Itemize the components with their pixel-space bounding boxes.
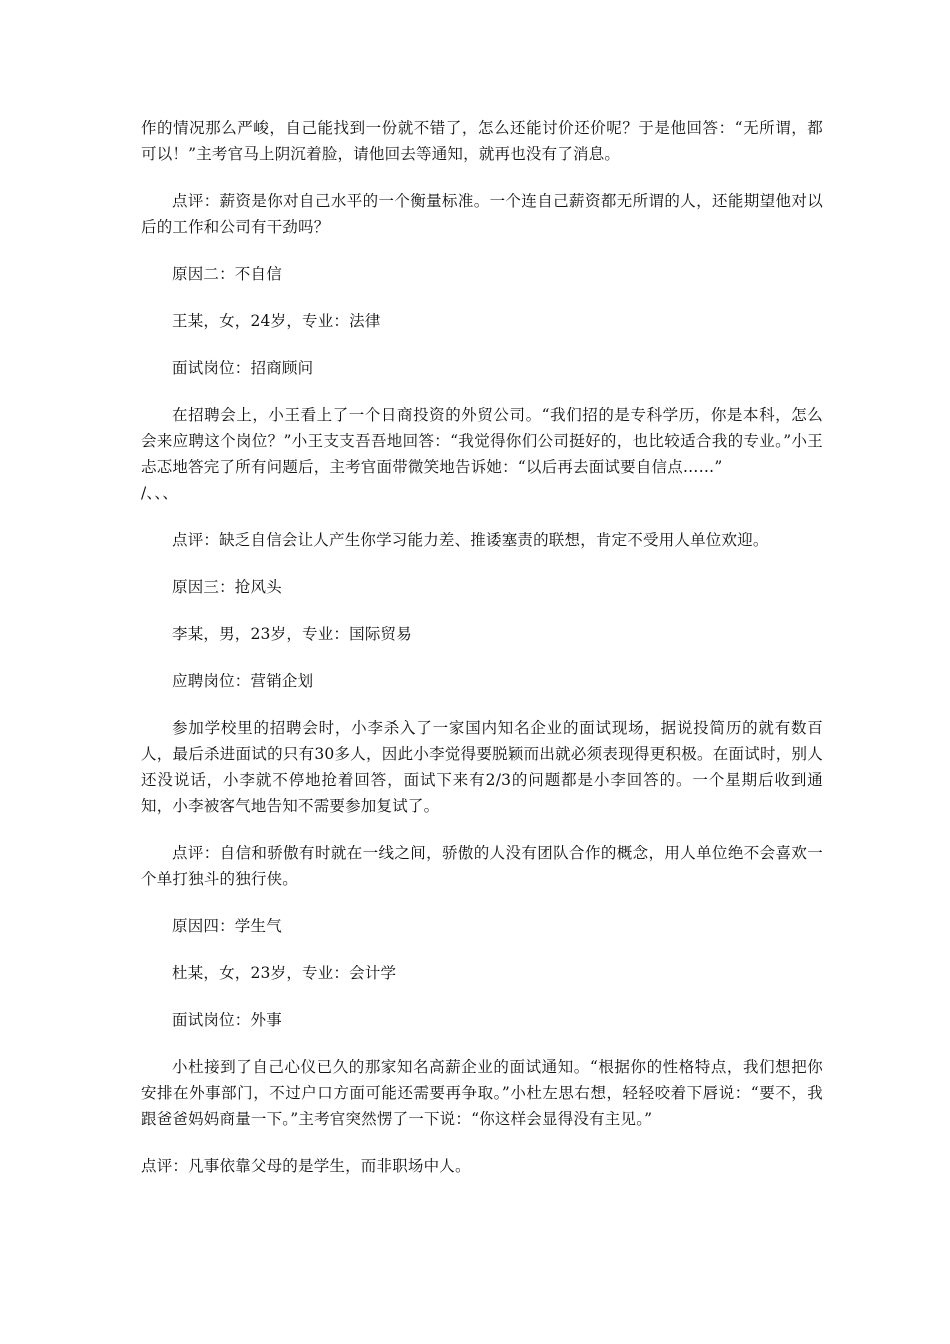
paragraph-comment-arrogance: 点评：自信和骄傲有时就在一线之间，骄傲的人没有团队合作的概念，用人单位绝不会喜欢一个单打独斗的独行侠。 [141, 844, 823, 888]
paragraph-salary-story-end: 作的情况那么严峻，自己能找到一份就不错了，怎么还能讨价还价呢？于是他回答：“无所谓，都可以！”主考官马上阴沉着脸，请他回去等通知，就再也没有了消息。 [141, 119, 823, 163]
document-page [141, 115, 823, 1179]
paragraph-comment-student: 点评：凡事依靠父母的是学生，而非职场中人。 [141, 1157, 471, 1175]
paragraph-du-position: 面试岗位：外事 [172, 1011, 282, 1029]
paragraph-du-profile: 杜某，女，23岁，专业：会计学 [172, 964, 397, 982]
paragraph-wang-story: 在招聘会上，小王看上了一个日商投资的外贸公司。“我们招的是专科学历，你是本科，怎么会来应聘这个岗位？”小王支支吾吾地回答：“我觉得你们公司挺好的，也比较适合我的专业。”小王忐忑地答完了所有问题后，主考官面带微笑地告诉她：“以后再去面试要自信点……” [141, 406, 823, 476]
paragraph-comment-confidence: 点评：缺乏自信会让人产生你学习能力差、推诿塞责的联想，肯定不受用人单位欢迎。 [172, 531, 769, 549]
paragraph-du-story: 小杜接到了自己心仪已久的那家知名高薪企业的面试通知。“根据你的性格特点，我们想把你安排在外事部门，不过户口方面可能还需要再争取。”小杜左思右想，轻轻咬着下唇说：“要不，我跟爸爸妈妈商量一下。”主考官突然愣了一下说：“你这样会显得没有主见。” [141, 1058, 823, 1128]
heading-reason-three: 原因三：抢风头 [172, 578, 282, 596]
paragraph-li-story: 参加学校里的招聘会时，小李杀入了一家国内知名企业的面试现场，据说投简历的就有数百人，最后杀进面试的只有30多人，因此小李觉得要脱颖而出就必须表现得更积极。在面试时，别人还没说话，小李就不停地抢着回答，面试下来有2/3的问题都是小李回答的。一个星期后收到通知，小李被客气地告知不需要参加复试了。 [141, 719, 823, 815]
paragraph-wang-profile: 王某，女，24岁，专业：法律 [172, 312, 381, 330]
heading-reason-two: 原因二：不自信 [172, 265, 282, 283]
heading-reason-four: 原因四：学生气 [172, 917, 282, 935]
paragraph-li-position: 应聘岗位：营销企划 [172, 672, 314, 690]
paragraph-wang-position: 面试岗位：招商顾问 [172, 359, 314, 377]
paragraph-stray-marks: /、、、 [141, 484, 179, 502]
paragraph-li-profile: 李某，男，23岁，专业：国际贸易 [172, 625, 412, 643]
paragraph-comment-salary: 点评：薪资是你对自己水平的一个衡量标准。一个连自己薪资都无所谓的人，还能期望他对以后的工作和公司有干劲吗？ [141, 192, 823, 236]
